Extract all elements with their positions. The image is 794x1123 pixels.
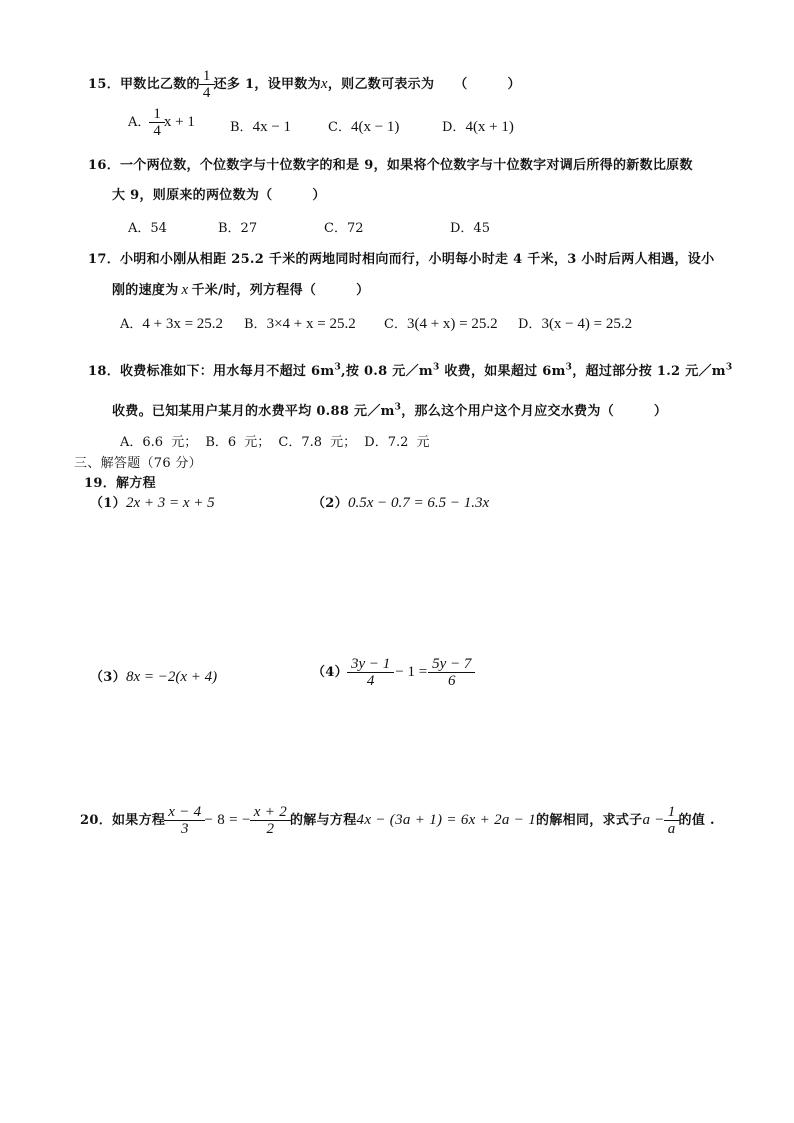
superscript: 3: [432, 362, 440, 373]
fraction-denominator: 4: [199, 84, 215, 101]
question-18: [88, 360, 732, 379]
fraction-numerator: x + 2: [253, 804, 287, 820]
question-17-line2: [112, 279, 369, 299]
option-d: [518, 313, 632, 333]
question-text: 千米/时，列方程得（ ）: [191, 283, 370, 298]
option-expression: 4 + 3x = 25.2: [142, 316, 224, 332]
q19-part-4: [312, 656, 474, 689]
fraction: [430, 656, 473, 689]
fraction-denominator: a: [664, 820, 680, 837]
superscript: 3: [394, 402, 402, 413]
fraction-numerator: 1: [667, 804, 676, 820]
fraction-denominator: 3: [164, 820, 205, 837]
question-number: 18．: [88, 364, 120, 379]
question-text: 大 9，则原来的两位数为（ ）: [112, 188, 326, 203]
question-text: 如果方程: [112, 813, 166, 828]
equation-middle: − 1 =: [395, 664, 428, 680]
equation: 4x − (3a + 1) = 6x + 2a − 1: [356, 812, 537, 828]
fraction: [201, 68, 213, 101]
fraction-numerator: 5y − 7: [432, 656, 472, 672]
question-text: 收费标准如下：用水每月不超过 6m: [120, 364, 335, 379]
equation-middle: − 8 = −: [204, 812, 251, 828]
option-expression: 4(x − 1): [350, 119, 400, 135]
q19-part-3: [90, 666, 217, 686]
option-label: C．: [384, 317, 407, 332]
part-label: （3）: [90, 670, 126, 685]
fraction: [252, 804, 289, 837]
option-d: D．45: [450, 221, 490, 236]
part-label: （1）: [90, 496, 126, 511]
fraction: [151, 106, 163, 139]
part-label: （4）: [312, 665, 348, 680]
question-text: 的值 .: [678, 813, 715, 828]
question-text: 还多 1，设甲数为: [213, 77, 321, 92]
option-c: [384, 313, 498, 333]
option-label: B．: [230, 120, 253, 135]
option-c: [328, 116, 399, 136]
option-label: A．: [128, 115, 151, 130]
fraction-numerator: 1: [153, 106, 161, 122]
fraction-numerator: x − 4: [168, 804, 202, 820]
option-label: D．: [518, 317, 542, 332]
fraction: [666, 804, 678, 837]
option-b: [230, 116, 291, 136]
option-expression: 4(x + 1): [465, 119, 514, 135]
question-17: [88, 248, 714, 267]
q19-part-2: [312, 492, 489, 512]
part-label: （2）: [312, 496, 348, 511]
variable: x: [320, 76, 328, 92]
option-expression: 3(4 + x) = 25.2: [406, 316, 498, 332]
option-c: C．72: [324, 221, 364, 236]
question-text: 的解相同，求式子: [536, 813, 643, 828]
question-number: 17．: [88, 252, 120, 267]
answer-blank: （ ）: [454, 77, 521, 92]
superscript: 3: [334, 362, 341, 373]
question-18-line2: [112, 400, 667, 419]
question-15: [88, 68, 521, 101]
question-text: 甲数比乙数的: [120, 77, 200, 92]
fraction-denominator: 2: [250, 820, 291, 837]
option-d: [442, 116, 514, 136]
equation: 2x + 3 = x + 5: [125, 495, 215, 511]
question-text: ，那么这个用户这个月应交水费为（ ）: [401, 404, 668, 419]
fraction-denominator: 6: [428, 672, 475, 689]
q19-part-1: [90, 492, 215, 512]
fraction: [349, 656, 392, 689]
option-label: B．: [244, 317, 267, 332]
option-a: [120, 313, 223, 333]
option-expression: 4x − 1: [252, 119, 292, 135]
equation: 8x = −2(x + 4): [125, 669, 218, 685]
option-a: [128, 106, 195, 139]
question-number: 16．: [88, 158, 120, 173]
question-16-line2: [112, 184, 326, 203]
question-18-options: A．6.6 元； B．6 元； C．7.8 元； D．7.2 元: [120, 435, 430, 450]
option-label: C．: [328, 120, 351, 135]
question-text: ，则乙数可表示为: [327, 77, 435, 92]
option-b: B．27: [218, 221, 258, 236]
expression: a −: [642, 812, 665, 828]
question-text: 收费，如果超过 6m: [439, 364, 566, 379]
fraction: [166, 804, 203, 837]
question-text: ，超过部分按 1.2 元／m: [572, 364, 726, 379]
fraction-numerator: 3y − 1: [350, 656, 391, 672]
superscript: 3: [725, 362, 733, 373]
question-text: 收费。已知某用户某月的水费平均 0.88 元／m: [112, 404, 395, 419]
question-text: 小明和小刚从相距 25.2 千米的两地同时相向而行，小明每小时走 4 千米，3 小时后两人相遇，设小: [120, 252, 715, 267]
option-b: [244, 313, 356, 333]
option-label: A．: [120, 317, 143, 332]
question-text: 一个两位数，个位数字与十位数字的和是 9，如果将个位数字与十位数字对调后所得的新数比原数: [120, 158, 693, 173]
fraction-numerator: 1: [202, 68, 211, 84]
variable: x: [181, 282, 189, 298]
question-16: [88, 154, 693, 173]
fraction-denominator: 4: [149, 122, 165, 139]
section-title: 三、解答题（76 分）: [74, 456, 202, 471]
fraction-denominator: 4: [347, 672, 394, 689]
question-number: 20．: [80, 813, 112, 828]
question-19-title: 19．解方程: [84, 476, 156, 491]
question-number: 15．: [88, 77, 120, 92]
superscript: 3: [565, 362, 573, 373]
option-expression: 3×4 + x = 25.2: [266, 316, 356, 332]
question-text: 的解与方程: [290, 813, 357, 828]
option-expression: 3(x − 4) = 25.2: [541, 316, 633, 332]
question-text: 刚的速度为: [112, 283, 179, 298]
equation: 0.5x − 0.7 = 6.5 − 1.3x: [347, 495, 490, 511]
option-label: D．: [442, 120, 466, 135]
question-text: ,按 0.8 元／m: [341, 364, 433, 379]
question-20: [80, 804, 715, 837]
option-expression: x + 1: [163, 114, 195, 130]
option-a: A．54: [128, 221, 167, 236]
